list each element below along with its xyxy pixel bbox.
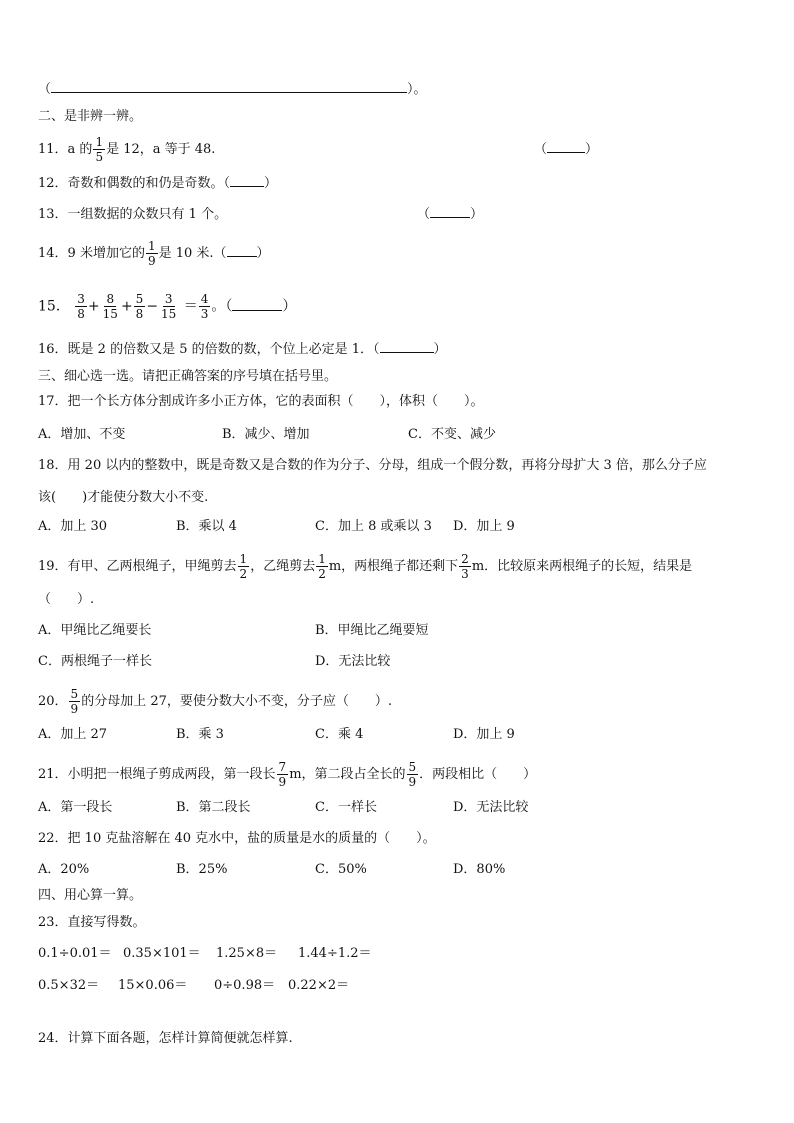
q16-paren-close: ） <box>433 342 447 357</box>
q15-term-2-num: 8 <box>106 292 115 306</box>
q17-option-b[interactable]: B．减少、增加 <box>222 427 310 442</box>
q22-option-b[interactable]: B．25% <box>176 862 228 877</box>
q20-number: 20． <box>38 694 68 709</box>
q20-option-d[interactable]: D．加上 9 <box>453 727 515 742</box>
q22-option-d[interactable]: D．80% <box>453 862 506 877</box>
q18-option-b[interactable]: B．乘以 4 <box>176 519 237 534</box>
question-15 <box>38 293 296 320</box>
q21-f2-den: 9 <box>408 775 417 789</box>
q19-f2-den: 2 <box>318 567 326 581</box>
q11-paren-close: ） <box>585 142 599 157</box>
q20-fraction <box>69 688 81 715</box>
q15-term-3-den: 8 <box>135 307 144 321</box>
q23-row1-item2: 0.35×101＝ <box>123 946 201 961</box>
q20-option-c[interactable]: C．乘 4 <box>315 727 364 742</box>
q19-fraction-2 <box>316 553 328 580</box>
q15-term-2-den: 15 <box>102 307 118 321</box>
q13-answer-blank[interactable] <box>430 205 470 218</box>
question-17: 17．把一个长方体分割成许多小正方体，它的表面积（ ），体积（ ）。 <box>38 394 484 409</box>
q20-text-post: 的分母加上 27，要使分数大小不变，分子应（ ）. <box>81 694 392 709</box>
q19-option-d[interactable]: D．无法比较 <box>315 654 391 669</box>
q19-f2-num: 1 <box>318 552 326 566</box>
q13-answer-paren <box>417 205 483 225</box>
q15-paren-close: ） <box>282 298 297 315</box>
q19-f1-num: 1 <box>239 552 248 566</box>
q21-option-d[interactable]: D．无法比较 <box>453 800 529 815</box>
q19-text-mid2: m，两根绳子都还剩下 <box>328 559 459 574</box>
q15-term-4 <box>159 293 178 320</box>
q19-fraction-3 <box>459 553 471 580</box>
q21-text-mid: m，第二段占全长的 <box>289 767 406 782</box>
q13-paren-close: ） <box>470 207 484 222</box>
q23-row1-item4: 1.44÷1.2＝ <box>298 946 372 961</box>
q11-text-pre: a 的 <box>67 142 93 157</box>
question-21 <box>38 761 536 788</box>
q18-option-a[interactable]: A．加上 30 <box>38 519 108 534</box>
q19-text-pre: 19．有甲、乙两根绳子，甲绳剪去 <box>38 559 237 574</box>
q16-answer-blank[interactable] <box>380 340 434 353</box>
q15-number: 15． <box>38 298 70 315</box>
q15-term-4-num: 3 <box>164 292 173 306</box>
q19-option-c[interactable]: C．两根绳子一样长 <box>38 654 152 669</box>
question-16 <box>38 340 447 360</box>
equals-sign: ＝ <box>183 298 198 315</box>
q19-text-mid1: ，乙绳剪去 <box>250 559 316 574</box>
q11-text-post: 是 12，a 等于 48. <box>106 142 216 157</box>
q18-option-d[interactable]: D．加上 9 <box>453 519 515 534</box>
question-24: 24．计算下面各题，怎样计算简便就怎样算. <box>38 1031 293 1046</box>
q11-numerator: 1 <box>95 135 104 149</box>
q17-option-c[interactable]: C．不变、减少 <box>408 427 496 442</box>
q23-row2-item3: 0÷0.98＝ <box>214 978 276 993</box>
q23-row2-item2: 15×0.06＝ <box>118 978 188 993</box>
q22-option-a[interactable]: A．20% <box>38 862 90 877</box>
q21-fraction-1 <box>277 761 289 788</box>
q12-answer-blank[interactable] <box>230 174 264 187</box>
q21-f1-num: 7 <box>278 760 287 774</box>
q11-answer-blank[interactable] <box>547 140 585 153</box>
q20-numerator: 5 <box>70 687 79 701</box>
q21-option-b[interactable]: B．第二段长 <box>176 800 251 815</box>
q14-text-pre: 14．9 米增加它的 <box>38 246 145 261</box>
q19-text-post: m．比较原来两根绳子的长短，结果是 <box>471 559 693 574</box>
minus-sign: − <box>146 298 159 315</box>
q11-number: 11． <box>38 142 68 157</box>
q21-text-pre: 21．小明把一根绳子剪成两段，第一段长 <box>38 767 276 782</box>
q16-text: 16．既是 2 的倍数又是 5 的倍数的数，个位上必定是 1．（ <box>38 342 380 357</box>
plus-sign: + <box>87 298 100 315</box>
question-19 <box>38 553 692 580</box>
q14-numerator: 1 <box>147 239 156 253</box>
q12-paren-close: ） <box>264 176 278 191</box>
q17-option-a[interactable]: A．增加、不变 <box>38 427 126 442</box>
q13-text: 13．一组数据的众数只有 1 个。 <box>38 207 228 222</box>
q15-text-post: 。（ <box>211 298 233 315</box>
q15-term-2 <box>101 293 120 320</box>
q19-f3-den: 3 <box>461 567 469 581</box>
q19-f1-den: 2 <box>239 567 248 581</box>
q14-text-post: 是 10 米.（ <box>158 246 227 261</box>
question-23: 23．直接写得数。 <box>38 915 146 930</box>
q21-text-post: ．两段相比（ ） <box>419 767 537 782</box>
question-14 <box>38 240 270 267</box>
open-paren: （ <box>38 82 52 97</box>
question-13 <box>38 205 227 225</box>
q18-option-c[interactable]: C．加上 8 或乘以 3 <box>315 519 432 534</box>
section-3-title: 三、细心选一选。请把正确答案的序号填在括号里。 <box>38 369 338 384</box>
question-11 <box>38 136 215 163</box>
question-19-line-2: （ ）. <box>38 592 95 607</box>
q22-option-c[interactable]: C．50% <box>315 862 367 877</box>
q15-answer-blank[interactable] <box>232 298 282 311</box>
q15-result <box>199 293 211 320</box>
q14-fraction <box>146 240 158 267</box>
q19-fraction-1 <box>238 553 250 580</box>
q12-text: 12．奇数和偶数的和仍是奇数。（ <box>38 176 231 191</box>
answer-blank[interactable] <box>51 80 407 93</box>
section-4-title: 四、用心算一算。 <box>38 888 143 903</box>
close-paren: ）。 <box>407 82 427 97</box>
q21-option-a[interactable]: A．第一段长 <box>38 800 113 815</box>
q15-term-1-den: 8 <box>77 307 85 321</box>
q11-answer-paren <box>534 140 598 160</box>
q15-result-num: 4 <box>200 292 209 306</box>
q14-paren-close: ） <box>256 246 270 261</box>
q15-term-3 <box>134 293 146 320</box>
q23-row2-item1: 0.5×32＝ <box>38 978 100 993</box>
question-22: 22．把 10 克盐溶解在 40 克水中，盐的质量是水的质量的（ ）。 <box>38 831 436 846</box>
q23-row1-item1: 0.1÷0.01＝ <box>38 946 112 961</box>
q21-f2-num: 5 <box>408 760 417 774</box>
q11-paren-open: （ <box>534 142 548 157</box>
section-2-title: 二、是非辨一辨。 <box>38 109 143 124</box>
plus-sign: + <box>120 298 133 315</box>
q15-result-den: 3 <box>200 307 209 321</box>
question-12 <box>38 174 277 194</box>
q23-row2-item4: 0.22×2＝ <box>288 978 350 993</box>
q21-fraction-2 <box>407 761 419 788</box>
q23-row1-item3: 1.25×8＝ <box>216 946 278 961</box>
top-answer-line <box>38 80 427 100</box>
q20-denominator: 9 <box>70 702 79 716</box>
q19-option-a[interactable]: A．甲绳比乙绳要长 <box>38 623 152 638</box>
q19-option-b[interactable]: B．甲绳比乙绳要短 <box>315 623 429 638</box>
q11-fraction <box>93 136 105 163</box>
q15-term-4-den: 15 <box>161 307 177 321</box>
q14-answer-blank[interactable] <box>227 244 257 257</box>
q21-option-c[interactable]: C．一样长 <box>315 800 377 815</box>
q20-option-a[interactable]: A．加上 27 <box>38 727 108 742</box>
q11-denominator: 5 <box>95 150 104 164</box>
q14-denominator: 9 <box>147 254 156 268</box>
q13-paren-open: （ <box>417 207 431 222</box>
question-18-line-1: 18．用 20 以内的整数中，既是奇数又是合数的作为分子、分母，组成一个假分数，再将分母扩大 3 倍，那么分子应 <box>38 458 707 473</box>
q20-option-b[interactable]: B．乘 3 <box>176 727 224 742</box>
q15-term-1 <box>75 293 87 320</box>
q15-term-1-num: 3 <box>77 292 85 306</box>
question-18-line-2: 该( )才能使分数大小不变. <box>38 490 209 505</box>
q15-term-3-num: 5 <box>135 292 144 306</box>
q19-f3-num: 2 <box>461 552 469 566</box>
q21-f1-den: 9 <box>278 775 287 789</box>
question-20 <box>38 688 392 715</box>
